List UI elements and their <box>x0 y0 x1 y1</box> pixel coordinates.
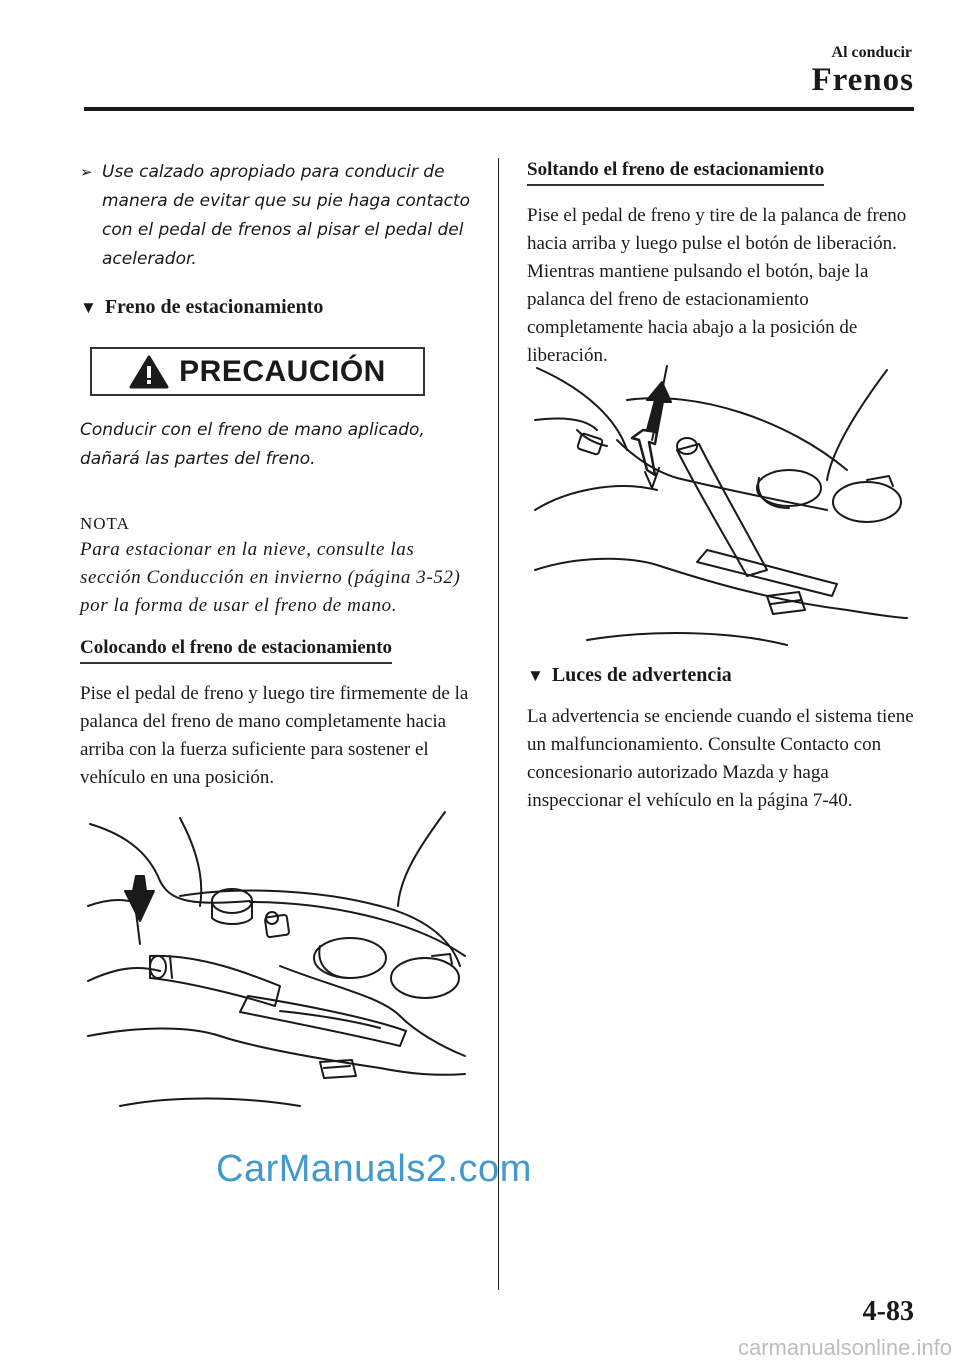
footer-watermark: carmanualsonline.info <box>737 1335 952 1360</box>
bullet-item <box>80 158 475 274</box>
page-title: Frenos <box>811 62 914 98</box>
note-label: NOTA <box>80 514 130 533</box>
arrow-bullet-icon: ➢ <box>80 163 93 181</box>
left-column <box>80 158 475 792</box>
header-rule <box>84 107 914 111</box>
column-divider <box>498 158 499 1290</box>
caution-text: Conducir con el freno de mano aplicado, dañará las partes del freno. <box>80 420 425 469</box>
parking-brake-apply-illustration <box>80 806 475 1126</box>
warning-triangle-icon <box>129 355 169 389</box>
apply-brake-heading: Colocando el freno de estacionamiento <box>80 636 392 664</box>
triangle-down-icon: ▼ <box>527 665 544 685</box>
watermark-logo: CarManuals2.com <box>216 1148 532 1190</box>
header-section-label: Al conducir <box>831 44 912 61</box>
subhead-parking-label: Freno de estacionamiento <box>104 296 324 318</box>
subhead-parking-brake <box>80 296 475 319</box>
caution-title: PRECAUCIÓN <box>179 354 386 388</box>
subhead-warning-label: Luces de advertencia <box>551 664 732 686</box>
right-column-lower <box>527 656 917 815</box>
apply-brake-text: Pise el pedal de freno y luego tire firmemente de la palanca del freno de mano completamente hacia arriba con la fuerza suficiente para sostener el vehículo en una posición. <box>80 683 469 788</box>
triangle-down-icon: ▼ <box>80 297 97 317</box>
subhead-warning-lights <box>527 664 917 687</box>
release-brake-heading: Soltando el freno de estacionamiento <box>527 158 824 186</box>
page-number: 4-83 <box>862 1296 914 1327</box>
bullet-text: Use calzado apropiado para conducir de manera de evitar que su pie haga contacto con el pedal de frenos al pisar el pedal del acelerador. <box>102 162 471 269</box>
release-brake-text: Pise el pedal de freno y tire de la palanca de freno hacia arriba y luego pulse el botón de liberación. Mientras mantiene pulsando el botón, baje la palanca del freno de estacionamiento completamente hacia abajo a la posición de liberación. <box>527 205 907 366</box>
parking-brake-release-illustration <box>527 360 912 650</box>
note-text: Para estacionar en la nieve, consulte las sección Conducción en invierno (página 3-52) por la forma de usar el freno de mano. <box>80 539 461 616</box>
right-column <box>527 158 917 370</box>
caution-box <box>90 347 425 396</box>
warning-lights-text: La advertencia se enciende cuando el sistema tiene un malfuncionamiento. Consulte Contacto con concesionario autorizado Mazda y haga inspeccionar el vehículo en la página 7-40. <box>527 706 914 811</box>
